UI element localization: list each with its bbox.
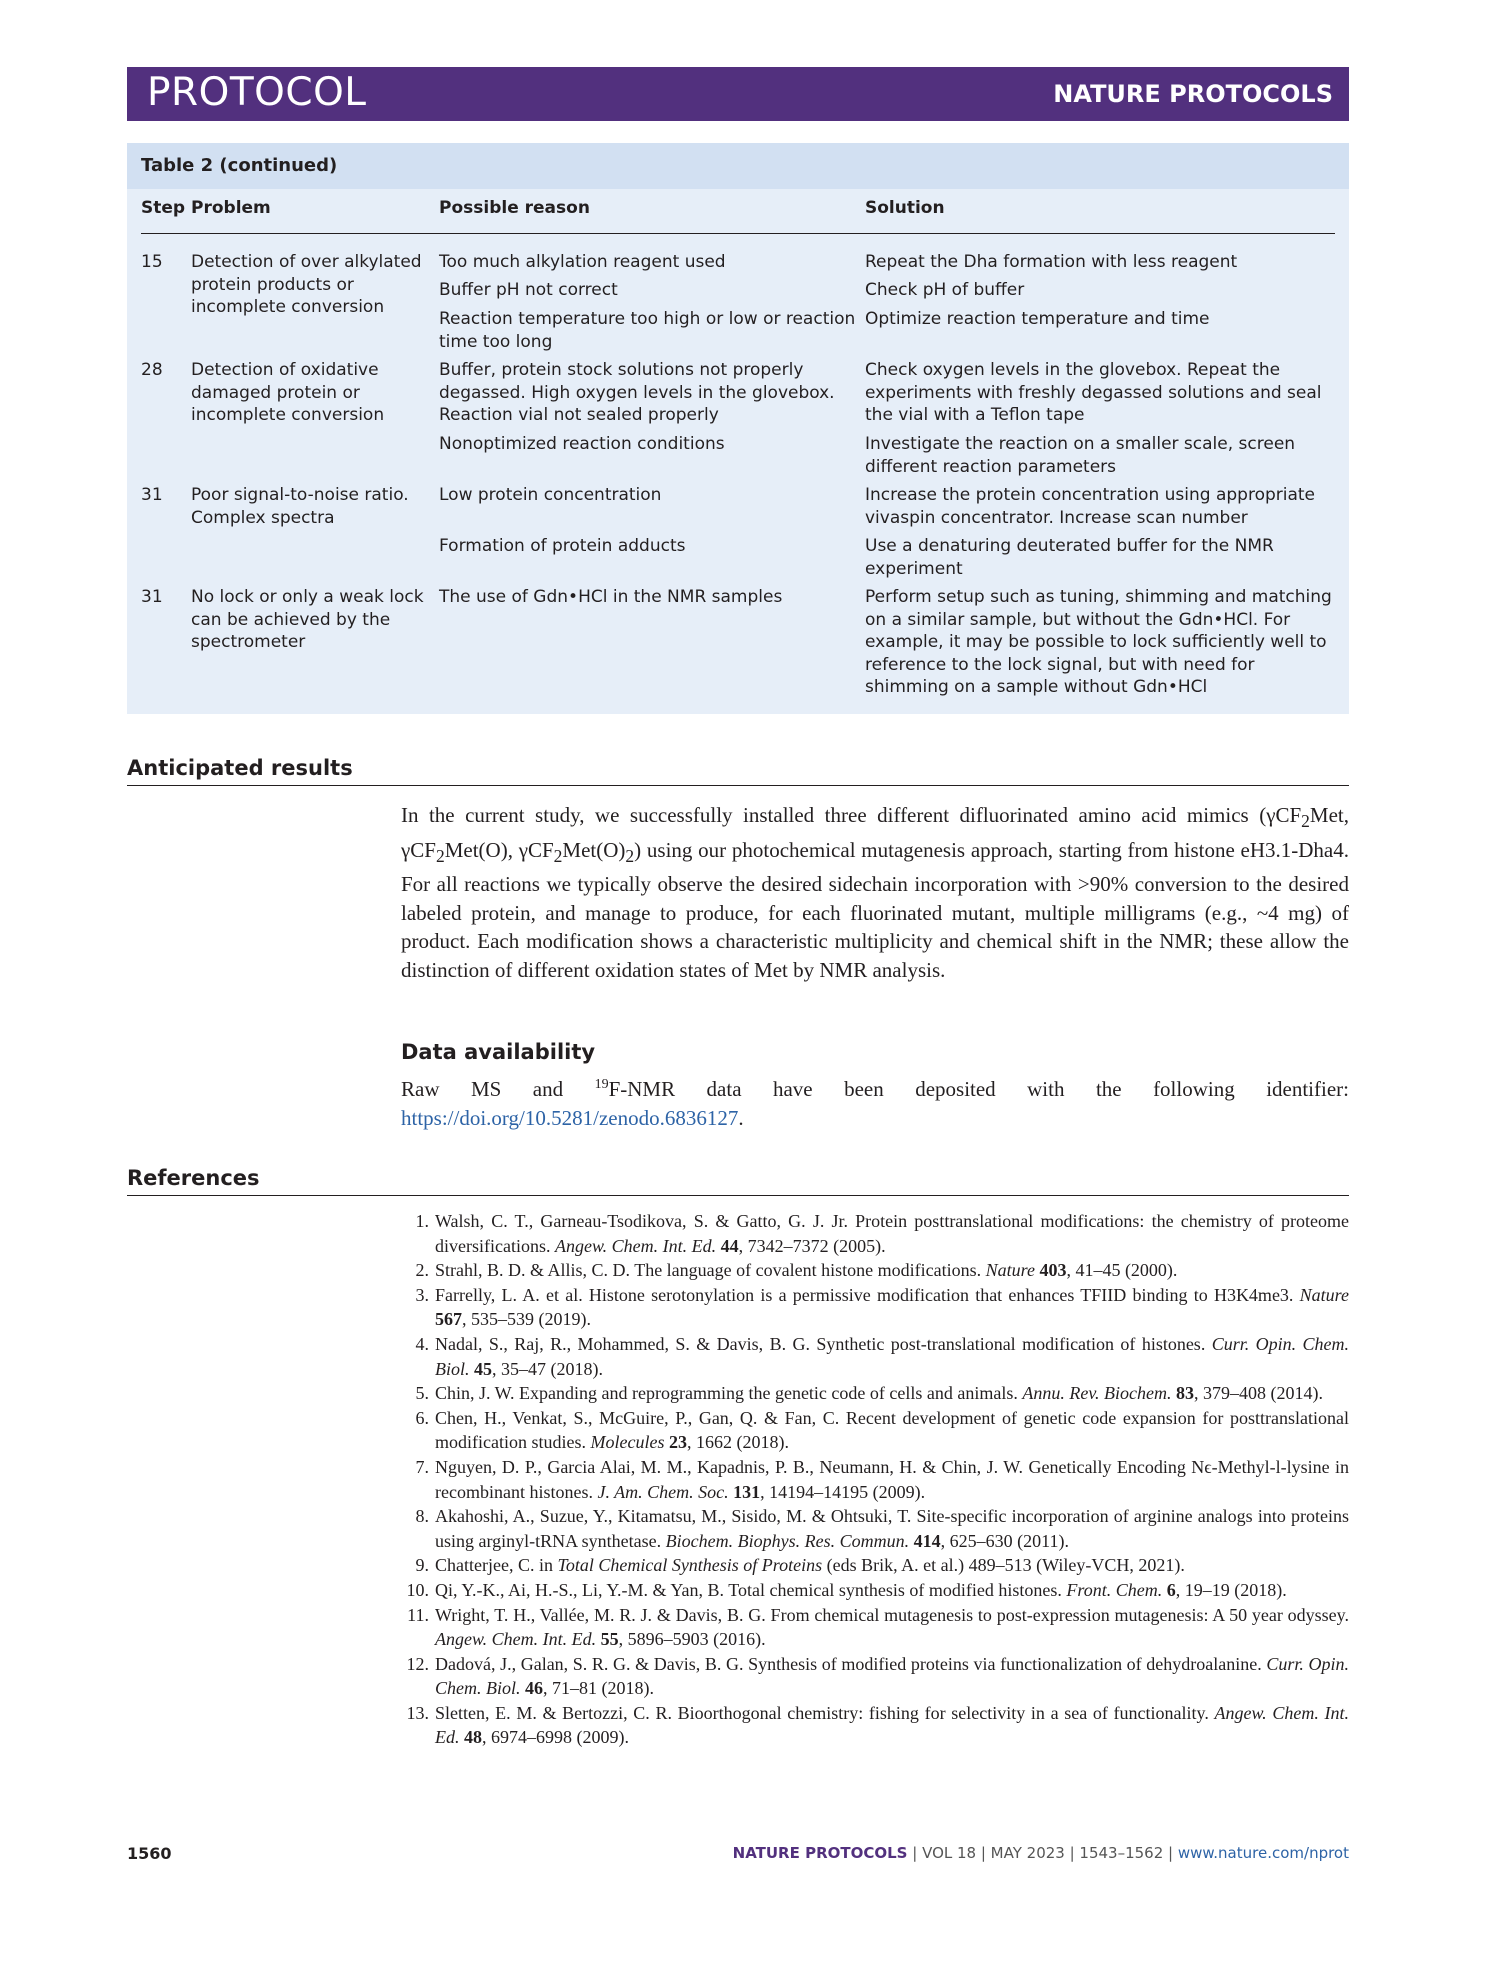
- reference-item: 5. Chin, J. W. Expanding and reprogramming the genetic code of cells and animals. Annu. Rev. Biochem. 83, 379–408 (2014).: [415, 1383, 1323, 1404]
- table-cell-reason: Too much alkylation reagent used: [439, 252, 726, 272]
- reference-item: 9. Chatterjee, C. in Total Chemical Synthesis of Proteins (eds Brik, A. et al.) 489–513 (Wiley-VCH, 2021).: [415, 1555, 1185, 1576]
- col-header-problem: Problem: [191, 198, 271, 218]
- table-cell-step: 15: [141, 252, 163, 272]
- reference-item: 11. Wright, T. H., Vallée, M. R. J. & Davis, B. G. From chemical mutagenesis to post-expression mutagenesis: A 50 year odyssey. Angew. Chem. Int. Ed. 55, 5896–5903 (2016).: [407, 1604, 1349, 1650]
- page-header: [127, 67, 1349, 121]
- col-header-solution: Solution: [865, 198, 945, 218]
- table-cell-solution: Check oxygen levels in the glovebox. Repeat the experiments with freshly degassed solutions and seal the vial with a Teflon tape: [865, 360, 1322, 425]
- table-cell-problem: Detection of over alkylated protein products or incomplete conversion: [191, 252, 422, 317]
- table-cell-reason: Nonoptimized reaction conditions: [439, 434, 725, 454]
- table-cell-solution: Perform setup such as tuning, shimming and matching on a similar sample, but without the Gdn•HCl. For example, it may be possible to lock sufficiently well to reference to the lock signal, but with need for shimming on a sample without Gdn•HCl: [865, 587, 1332, 697]
- table-cell-reason: The use of Gdn•HCl in the NMR samples: [439, 587, 783, 607]
- reference-item: 6. Chen, H., Venkat, S., McGuire, P., Gan, Q. & Fan, C. Recent development of genetic code expansion for posttranslational modification studies. Molecules 23, 1662 (2018).: [415, 1407, 1349, 1453]
- table-cell-reason: Low protein concentration: [439, 485, 662, 505]
- doi-link[interactable]: https://doi.org/10.5281/zenodo.6836127: [401, 1105, 739, 1130]
- table-cell-reason: Buffer pH not correct: [439, 280, 618, 300]
- table-header-rule: [141, 233, 1335, 234]
- table-cell-reason: Buffer, protein stock solutions not properly degassed. High oxygen levels in the glovebox. Reaction vial not sealed properly: [439, 360, 835, 425]
- reference-item: 3. Farrelly, L. A. et al. Histone serotonylation is a permissive modification that enhances TFIID binding to H3K4me3. Nature 567, 535–539 (2019).: [415, 1284, 1349, 1330]
- reference-item: 7. Nguyen, D. P., Garcia Alai, M. M., Kapadnis, P. B., Neumann, H. & Chin, J. W. Genetically Encoding Nϵ-Methyl-l-lysine in recombinant histones. J. Am. Chem. Soc. 131, 14194–14195 (2009).: [415, 1456, 1349, 1502]
- footer-url-link[interactable]: www.nature.com/nprot: [1177, 1844, 1349, 1862]
- table-cell-solution: Check pH of buffer: [865, 280, 1025, 300]
- table-cell-step: 31: [141, 587, 163, 607]
- table-cell-reason: Reaction temperature too high or low or reaction time too long: [439, 309, 856, 352]
- table-title-bar: [127, 143, 1349, 189]
- data-availability-paragraph: Raw MS and $^{19}$F-NMR data have been deposited with the following identifier: https://doi.org/10.5281/zenodo.6836127.: [401, 1077, 1349, 1130]
- table-cell-solution: Optimize reaction temperature and time: [865, 309, 1210, 329]
- table-cell-solution: Increase the protein concentration using appropriate vivaspin concentrator. Increase scan number: [865, 485, 1316, 528]
- table-cell-problem: No lock or only a weak lock can be achieved by the spectrometer: [191, 587, 424, 652]
- footer-journal: NATURE PROTOCOLS: [732, 1844, 908, 1862]
- footer-citation: [733, 1844, 1349, 1862]
- table-cell-solution: Investigate the reaction on a smaller scale, screen different reaction parameters: [865, 434, 1296, 477]
- footer-volume: | VOL 18 | MAY 2023 | 1543–1562 |: [907, 1844, 1178, 1862]
- reference-item: 13. Sletten, E. M. & Bertozzi, C. R. Bioorthogonal chemistry: fishing for selectivity in a sea of functionality. Angew. Chem. Int. Ed. 48, 6974–6998 (2009).: [406, 1702, 1349, 1748]
- reference-item: 10. Qi, Y.-K., Ai, H.-S., Li, Y.-M. & Yan, B. Total chemical synthesis of modified histones. Front. Chem. 6, 19–19 (2018).: [406, 1579, 1287, 1600]
- table-cell-reason: Formation of protein adducts: [439, 536, 686, 556]
- reference-item: 12. Dadová, J., Galan, S. R. G. & Davis, B. G. Synthesis of modified proteins via functionalization of dehydroalanine. Curr. Opin. Chem. Biol. 46, 71–81 (2018).: [406, 1653, 1349, 1699]
- table-cell-problem: Poor signal-to-noise ratio. Complex spectra: [191, 485, 409, 528]
- table-cell-step: 31: [141, 485, 163, 505]
- col-header-reason: Possible reason: [439, 198, 590, 218]
- references-heading: References: [127, 1166, 1349, 1196]
- reference-item: 8. Akahoshi, A., Suzue, Y., Kitamatsu, M., Sisido, M. & Ohtsuki, T. Site-specific incorporation of arginine analogs into proteins using arginyl-tRNA synthetase. Biochem. Biophys. Res. Commun. 414, 625–630 (2011).: [415, 1506, 1349, 1551]
- anticipated-results-paragraph: In the current study, we successfully installed three different difluorinated amino acid mimics (γCF$_2$Met, γCF$_2$Met(O), $\gamma CF_2Met(O)_2$) using our photochemical mutagenesis approach, starting from histone eH3.1-Dha4. For all reactions we typically observe the desired sidechain incorporation with >90% conversion to the desired labeled protein, and manage to produce, for each fluorinated mutant, multiple milligrams (e.g., ~4 mg) of product. Each modification shows a characteristic multiplicity and chemical shift in the NMR; these allow the distinction of different oxidation states of Met by NMR analysis.: [401, 803, 1349, 982]
- troubleshooting-table: [127, 143, 1349, 714]
- reference-item: 4. Nadal, S., Raj, R., Mohammed, S. & Davis, B. G. Synthetic post-translational modification of histones. Curr. Opin. Chem. Biol. 45, 35–47 (2018).: [415, 1333, 1349, 1379]
- journal-label: NATURE PROTOCOLS: [1053, 80, 1333, 108]
- anticipated-results-heading: Anticipated results: [127, 756, 1349, 786]
- reference-item: 1. Walsh, C. T., Garneau-Tsodikova, S. & Gatto, G. J. Jr. Protein posttranslational modifications: the chemistry of proteome diversifications. Angew. Chem. Int. Ed. 44, 7342–7372 (2005).: [415, 1211, 1349, 1256]
- data-availability-heading: Data availability: [401, 1040, 596, 1064]
- table-cell-step: 28: [141, 360, 163, 380]
- reference-item: 2. Strahl, B. D. & Allis, C. D. The language of covalent histone modifications. Nature 403, 41–45 (2000).: [415, 1260, 1178, 1281]
- reference-list: [401, 1209, 1349, 1750]
- table-title: Table 2 (continued): [141, 155, 338, 176]
- section-label: PROTOCOL: [147, 70, 367, 115]
- table-cell-solution: Use a denaturing deuterated buffer for the NMR experiment: [865, 536, 1274, 579]
- table-cell-problem: Detection of oxidative damaged protein or incomplete conversion: [191, 360, 385, 425]
- col-header-step: Step: [141, 198, 186, 218]
- table-cell-solution: Repeat the Dha formation with less reagent: [865, 252, 1238, 272]
- page-number: 1560: [127, 1844, 172, 1863]
